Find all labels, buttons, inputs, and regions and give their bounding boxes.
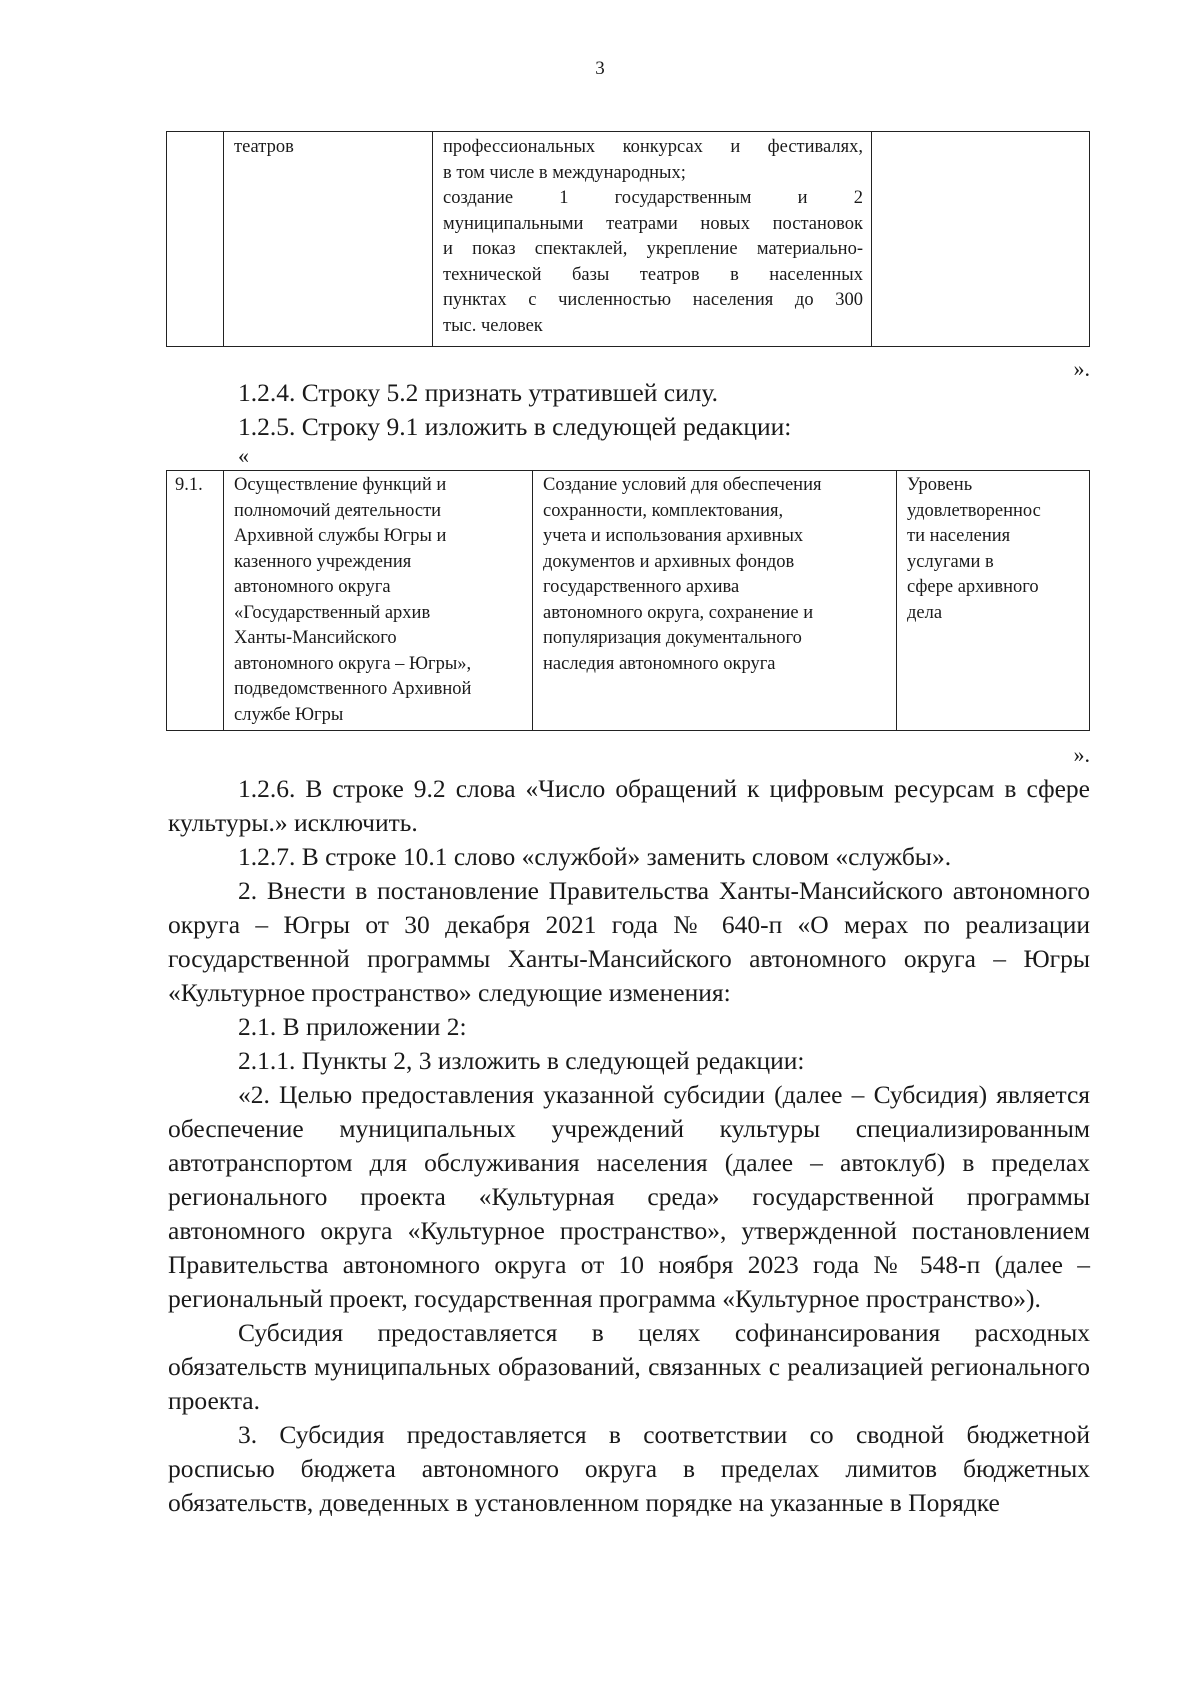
table-row — [167, 132, 1090, 347]
item-2: 2. Внести в постановление Правительства Ханты-Мансийского автономного округа – Югры от 30 декабря 2021 года № 640-п «О мерах по реализации государственной программы Ханты-Мансийского автономного округа – Югры «Культурное пространство» следующие изменения: — [168, 876, 1090, 1007]
table-continuation — [166, 131, 1090, 347]
amendments-1-2-4-5 — [168, 376, 1090, 444]
name-line: подведомственного Архивной — [234, 679, 472, 699]
desc-line: муниципальными театрами новых постановок — [443, 213, 863, 234]
desc-line: документов и архивных фондов — [543, 551, 795, 572]
name-line: автономного округа – Югры», — [234, 653, 472, 674]
cell-name: театров — [224, 132, 433, 347]
cell-indicator — [872, 132, 1090, 347]
closing-quote: ». — [1073, 742, 1090, 767]
name-line: казенного учреждения — [234, 551, 412, 572]
desc-line: учета и использования архивных — [543, 526, 804, 546]
desc-line: тыс. человек — [443, 315, 543, 336]
desc-line: создание 1 государственным и 2 — [443, 188, 863, 208]
paragraph-2: «2. Целью предоставления указанной субсидии (далее – Субсидия) является обеспечение муниципальных учреждений культуры специализированным автотранспортом для обслуживания населения (далее – автоклуб) в пределах регионального проекта «Культурная среда» государственной программы автономного округа «Культурное пространство», утвержденной постановлением Правительства автономного округа от 10 ноября 2023 года № 548-п (далее – региональный проект, государственная программа «Культурное пространство»). — [168, 1080, 1090, 1313]
name-line: Ханты-Мансийского — [234, 628, 397, 648]
opening-quote: « — [238, 443, 249, 468]
paragraph-subsidy: Субсидия предоставляется в целях софинансирования расходных обязательств муниципальных образований, связанных с реализацией регионального проекта. — [168, 1318, 1090, 1415]
cell-indicator — [897, 471, 1090, 731]
indicator-line: услугами в — [907, 551, 994, 572]
name-line: «Государственный архив — [234, 602, 431, 623]
paragraph-3: 3. Субсидия предоставляется в соответствии со сводной бюджетной росписью бюджета автономного округа в пределах лимитов бюджетных обязательств, доведенных в установленном порядке на указанные в Порядке — [168, 1420, 1090, 1517]
closing-quote: ». — [1073, 356, 1090, 381]
table-row-9-1 — [166, 470, 1090, 731]
desc-line: популяризация документального — [543, 628, 802, 648]
desc-line: автономного округа, сохранение и — [543, 602, 814, 623]
item-2-1-1: 2.1.1. Пункты 2, 3 изложить в следующей редакции: — [238, 1046, 805, 1075]
name-line: Архивной службы Югры и — [234, 526, 447, 546]
item-1-2-7: 1.2.7. В строке 10.1 слово «службой» заменить словом «службы». — [238, 842, 952, 871]
desc-line: пунктах с численностью населения до 300 — [443, 290, 863, 310]
desc-line: технической базы театров в населенных — [443, 264, 863, 285]
name-line: автономного округа — [234, 577, 391, 597]
desc-line: наследия автономного округа — [543, 653, 776, 674]
desc-line: Создание условий для обеспечения — [543, 475, 822, 495]
cell-description — [533, 471, 897, 731]
name-line: полномочий деятельности — [234, 500, 442, 521]
item-2-1: 2.1. В приложении 2: — [238, 1012, 467, 1041]
item-1-2-5: 1.2.5. Строку 9.1 изложить в следующей редакции: — [238, 412, 792, 441]
desc-line: в том числе в международных; — [443, 162, 686, 183]
cell-description — [433, 132, 872, 347]
table-row — [167, 471, 1090, 731]
cell-name — [224, 471, 533, 731]
page-number: 3 — [595, 58, 605, 79]
desc-line: профессиональных конкурсах и фестивалях, — [443, 137, 863, 157]
indicator-line: удовлетвореннос — [907, 500, 1041, 521]
name-line: Осуществление функций и — [234, 475, 447, 495]
indicator-line: сфере архивного — [907, 577, 1039, 597]
indicator-line: ти населения — [907, 526, 1011, 546]
main-text — [168, 772, 1090, 1520]
item-1-2-6: 1.2.6. В строке 9.2 слова «Число обращений к цифровым ресурсам в сфере культуры.» исключить. — [168, 774, 1090, 837]
desc-line: государственного архива — [543, 577, 740, 597]
item-1-2-4: 1.2.4. Строку 5.2 признать утратившей силу. — [238, 378, 719, 407]
cell-number — [167, 132, 224, 347]
indicator-line: Уровень — [907, 475, 973, 495]
cell-number: 9.1. — [167, 471, 224, 731]
name-line: службе Югры — [234, 704, 344, 725]
indicator-line: дела — [907, 602, 943, 623]
desc-line: сохранности, комплектования, — [543, 500, 784, 521]
desc-line: и показ спектаклей, укрепление материально- — [443, 239, 863, 259]
